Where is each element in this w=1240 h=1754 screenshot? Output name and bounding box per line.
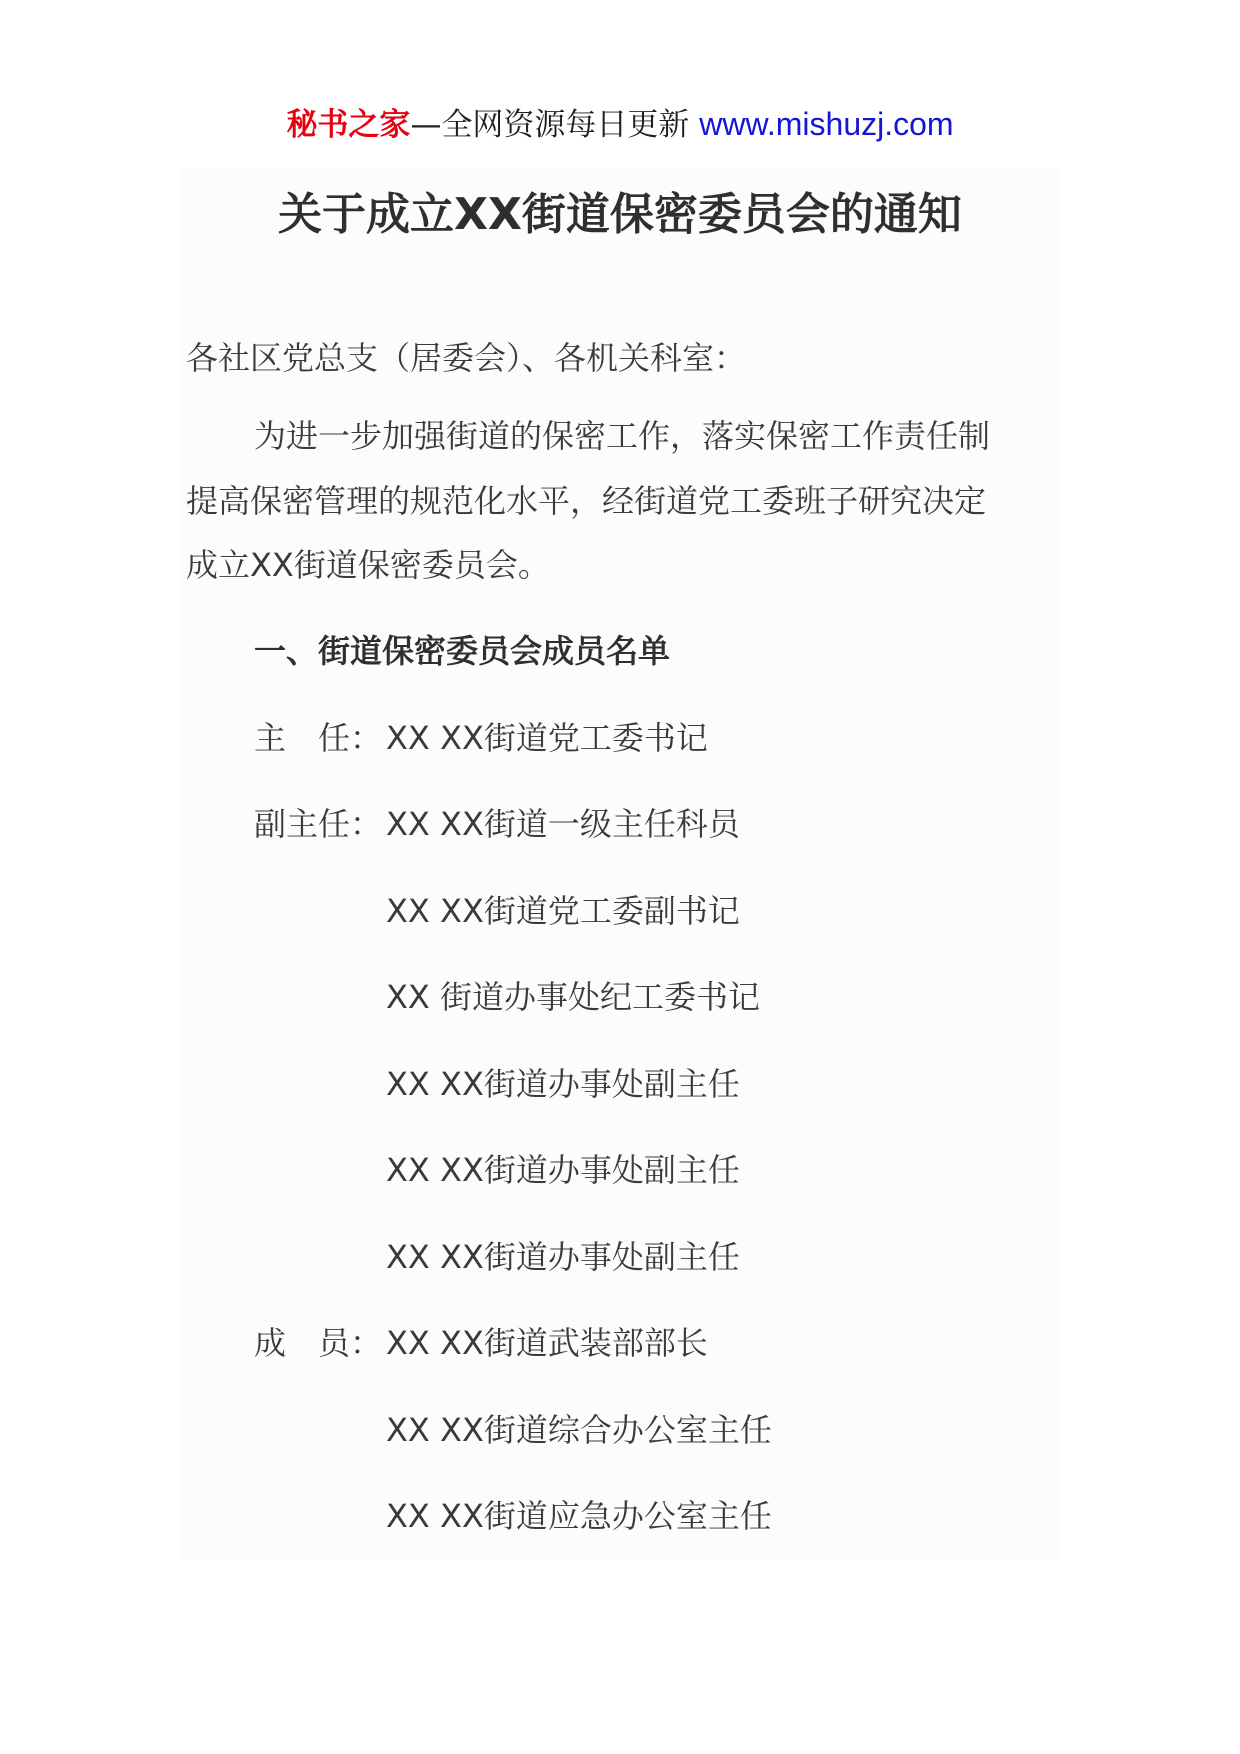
roster-entry: XX XX街道武装部部长 <box>386 1324 708 1362</box>
roster-entry: XX XX街道办事处副主任 <box>386 1065 740 1103</box>
roster-entry: XX XX街道应急办公室主任 <box>386 1497 772 1535</box>
roster-entry: XX XX街道一级主任科员 <box>386 805 740 843</box>
site-slogan: —全网资源每日更新 <box>410 107 700 143</box>
salutation: 各社区党总支（居委会）、各机关科室： <box>186 339 747 377</box>
roster-entry: XX XX街道综合办公室主任 <box>386 1411 772 1449</box>
roster-entry: XX XX街道办事处副主任 <box>386 1151 740 1189</box>
roster-entry: XX XX街道党工委书记 <box>386 719 708 757</box>
section-heading: 一、街道保密委员会成员名单 <box>254 632 671 670</box>
roster-role-label: 成 员： <box>254 1324 383 1362</box>
site-url-link[interactable]: www.mishuzj.com <box>699 106 954 142</box>
brand-name: 秘书之家 <box>286 107 411 143</box>
roster-entry: XX 街道办事处纪工委书记 <box>386 978 761 1016</box>
body-line: 提高保密管理的规范化水平，经街道党工委班子研究决定 <box>186 482 987 520</box>
document-title: 关于成立XX街道保密委员会的通知 <box>278 189 962 240</box>
roster-role-label: 主 任： <box>254 719 383 757</box>
body-line: 成立XX街道保密委员会。 <box>186 546 550 584</box>
roster-entry: XX XX街道办事处副主任 <box>386 1238 740 1276</box>
site-header <box>0 98 1240 151</box>
body-line: 为进一步加强街道的保密工作，落实保密工作责任制 <box>254 417 991 455</box>
roster-entry: XX XX街道党工委副书记 <box>386 892 740 930</box>
roster-role-label: 副主任： <box>254 805 383 843</box>
